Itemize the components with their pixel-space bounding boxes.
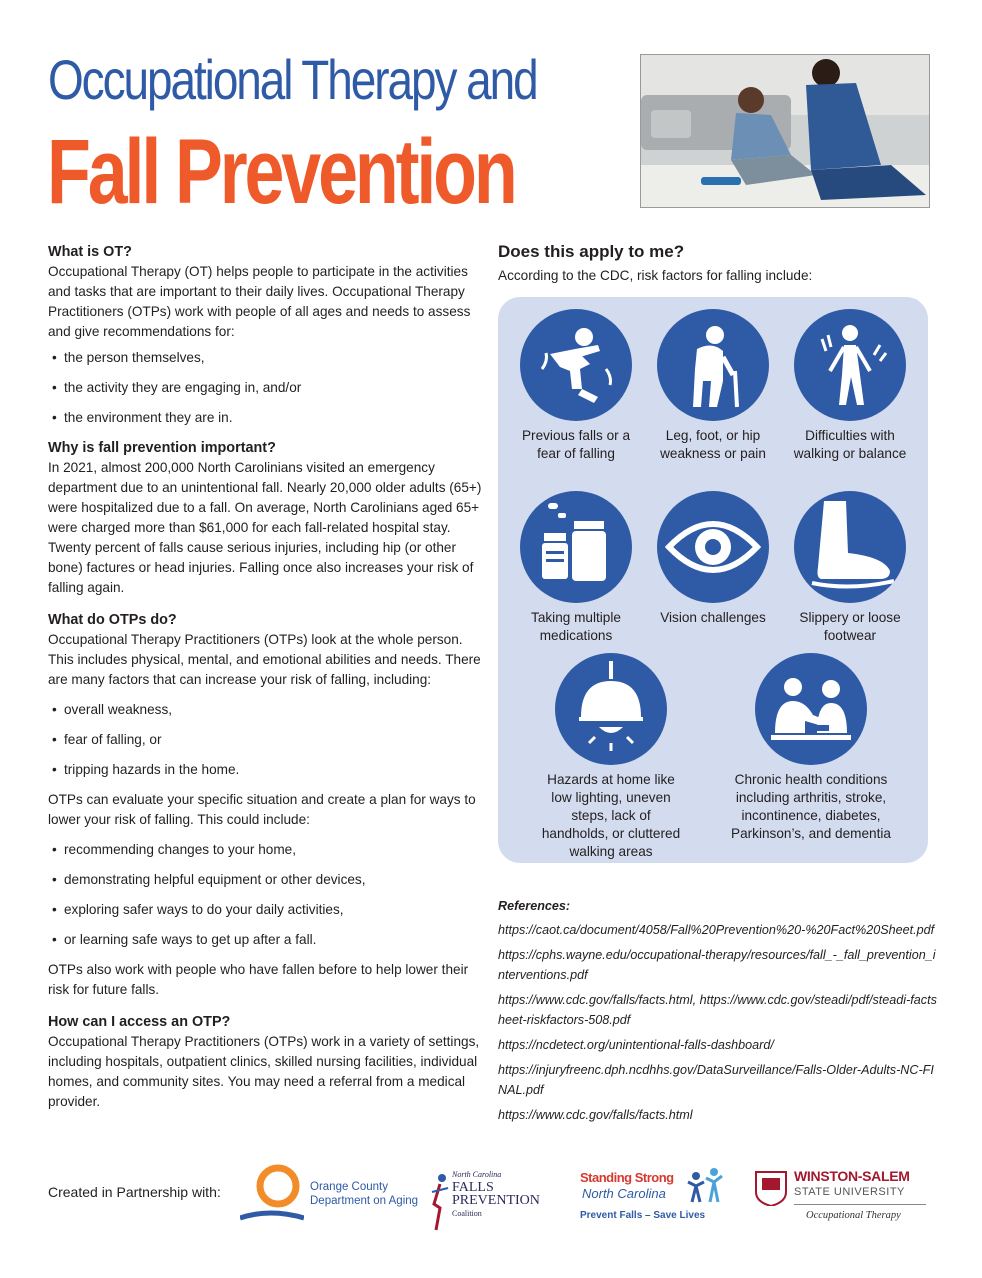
reference-item: https://www.cdc.gov/falls/facts.html: [498, 1108, 693, 1122]
risk-label: Leg, foot, or hip weakness or pain: [660, 428, 766, 461]
logo3-line1: Standing Strong: [580, 1170, 674, 1185]
risk-balance: [786, 309, 914, 463]
risk-factors-list: [48, 700, 488, 780]
what-is-ot-list: [48, 348, 488, 428]
logo3-line2: North Carolina: [582, 1186, 666, 1201]
logo2-line2: FALLS: [452, 1180, 494, 1195]
apply-subheading: According to the CDC, risk factors for falling include:: [498, 268, 813, 283]
standing-strong-logo: [580, 1166, 740, 1232]
medication-bottles-icon: [520, 491, 632, 603]
logo1-line1: Orange County: [310, 1181, 388, 1193]
what-otps-do-body-2: OTPs can evaluate your specific situation and create a plan for ways to lower your risk of falling. This could include:: [48, 792, 476, 827]
reference-item: https://www.cdc.gov/falls/facts.html, https://www.cdc.gov/steadi/pdf/steadi-factsheet-riskfactors-508.pdf: [498, 993, 937, 1027]
falls-prevention-coalition-logo: [428, 1168, 558, 1234]
reference-item: https://caot.ca/document/4058/Fall%20Prevention%20-%20Fact%20Sheet.pdf: [498, 923, 935, 937]
header-photo: [640, 54, 930, 208]
list-item: • demonstrating helpful equipment or other devices,: [48, 870, 488, 890]
risk-home-hazards: [538, 653, 684, 861]
left-column: [48, 242, 488, 1118]
figure-icon: [428, 1168, 452, 1234]
why-important-body: In 2021, almost 200,000 North Carolinians visited an emergency department due to an unintentional fall. Nearly 20,000 older adults (65+) were hospitalized due to a fall. On average, North Carolinians aged 65+ were charged more than $61,000 for each fall-related hospital stay. Twenty percent of falls cause serious injuries, including hip (or other bone) factures or head injuries. Falling once also increases your risk of falling again.: [48, 460, 482, 595]
risk-label: Difficulties with walking or balance: [793, 428, 907, 461]
plan-list: [48, 840, 488, 950]
references-heading: References:: [498, 899, 571, 913]
partner-label: Created in Partnership with:: [48, 1184, 221, 1200]
logo4-line3: Occupational Therapy: [806, 1210, 901, 1221]
logo2-line4: Coalition: [452, 1209, 482, 1218]
risk-factors-panel: [498, 297, 928, 863]
falling-person-icon: [520, 309, 632, 421]
person-with-cane-icon: [657, 309, 769, 421]
orange-county-logo: [240, 1160, 420, 1230]
list-item: • overall weakness,: [48, 700, 488, 720]
risk-medications: [512, 491, 640, 645]
heading-what-otps-do: What do OTPs do?: [48, 612, 177, 628]
heading-access: How can I access an OTP?: [48, 1014, 231, 1030]
risk-label: Vision challenges: [660, 610, 766, 625]
logo1-line2: Department on Aging: [310, 1195, 419, 1207]
risk-vision: [649, 491, 777, 627]
reference-item: https://cphs.wayne.edu/occupational-therapy/resources/fall_-_fall_prevention_interventions.pdf: [498, 948, 936, 982]
what-otps-do-body-3: OTPs also work with people who have fallen before to help lower their risk for future falls.: [48, 962, 469, 997]
references: [498, 896, 938, 1130]
foot-icon: [794, 491, 906, 603]
risk-chronic-conditions: [726, 653, 896, 843]
logo2-line1: North Carolina: [452, 1170, 502, 1179]
eye-icon: [657, 491, 769, 603]
risk-label: Hazards at home like low lighting, uneven steps, lack of handholds, or cluttered walking areas: [541, 772, 681, 859]
doctor-patient-icon: [755, 653, 867, 765]
list-item: • recommending changes to your home,: [48, 840, 488, 860]
title-line-2: Fall Prevention: [47, 121, 515, 223]
reference-item: https://injuryfreenc.dph.ncdhhs.gov/DataSurveillance/Falls-Older-Adults-NC-FINAL.pdf: [498, 1063, 934, 1097]
access-body: Occupational Therapy Practitioners (OTPs) work in a variety of settings, including hospitals, outpatient clinics, skilled nursing facilities, individual homes, and community sites. You may need a referral from a medical provider.: [48, 1034, 480, 1109]
risk-footwear: [786, 491, 914, 645]
reference-item: https://ncdetect.org/unintentional-falls-dashboard/: [498, 1038, 774, 1052]
apply-heading: Does this apply to me?: [498, 242, 685, 261]
logo3-line3: Prevent Falls – Save Lives: [580, 1210, 706, 1221]
orange-circle-icon: [240, 1160, 304, 1230]
logo4-line1: WINSTON-SALEM: [794, 1168, 910, 1184]
risk-label: Chronic health conditions including arthritis, stroke, incontinence, diabetes, Parkinson’s, and dementia: [731, 772, 891, 841]
list-item: • or learning safe ways to get up after a fall.: [48, 930, 488, 950]
university-seal-icon: [754, 1168, 788, 1206]
people-icon: [684, 1166, 724, 1206]
logo2-line3: PREVENTION: [452, 1193, 540, 1208]
risk-previous-falls: [512, 309, 640, 463]
title-line-1: Occupational Therapy and: [48, 48, 537, 111]
risk-label: Slippery or loose footwear: [799, 610, 901, 643]
heading-why-important: Why is fall prevention important?: [48, 440, 276, 456]
list-item: • tripping hazards in the home.: [48, 760, 488, 780]
ceiling-lamp-icon: [555, 653, 667, 765]
heading-what-is-ot: What is OT?: [48, 244, 132, 260]
list-item: • the person themselves,: [48, 348, 488, 368]
what-otps-do-body: Occupational Therapy Practitioners (OTPs) look at the whole person. This includes physical, mental, and emotional abilities and needs. There are many factors that can increase your risk of falling, including:: [48, 632, 481, 687]
wssu-logo: [754, 1166, 930, 1232]
list-item: • exploring safer ways to do your daily activities,: [48, 900, 488, 920]
logo4-line2: STATE UNIVERSITY: [794, 1186, 905, 1198]
list-item: • the activity they are engaging in, and/or: [48, 378, 488, 398]
risk-weakness: [649, 309, 777, 463]
list-item: • the environment they are in.: [48, 408, 488, 428]
unbalanced-person-icon: [794, 309, 906, 421]
risk-label: Previous falls or a fear of falling: [521, 428, 631, 461]
risk-label: Taking multiple medications: [531, 610, 621, 643]
what-is-ot-body: Occupational Therapy (OT) helps people to participate in the activities and tasks that are important to their daily lives. Occupational Therapy Practitioners (OTPs) work with people of all ages and needs to assess and give recommendations for:: [48, 264, 471, 339]
list-item: • fear of falling, or: [48, 730, 488, 750]
